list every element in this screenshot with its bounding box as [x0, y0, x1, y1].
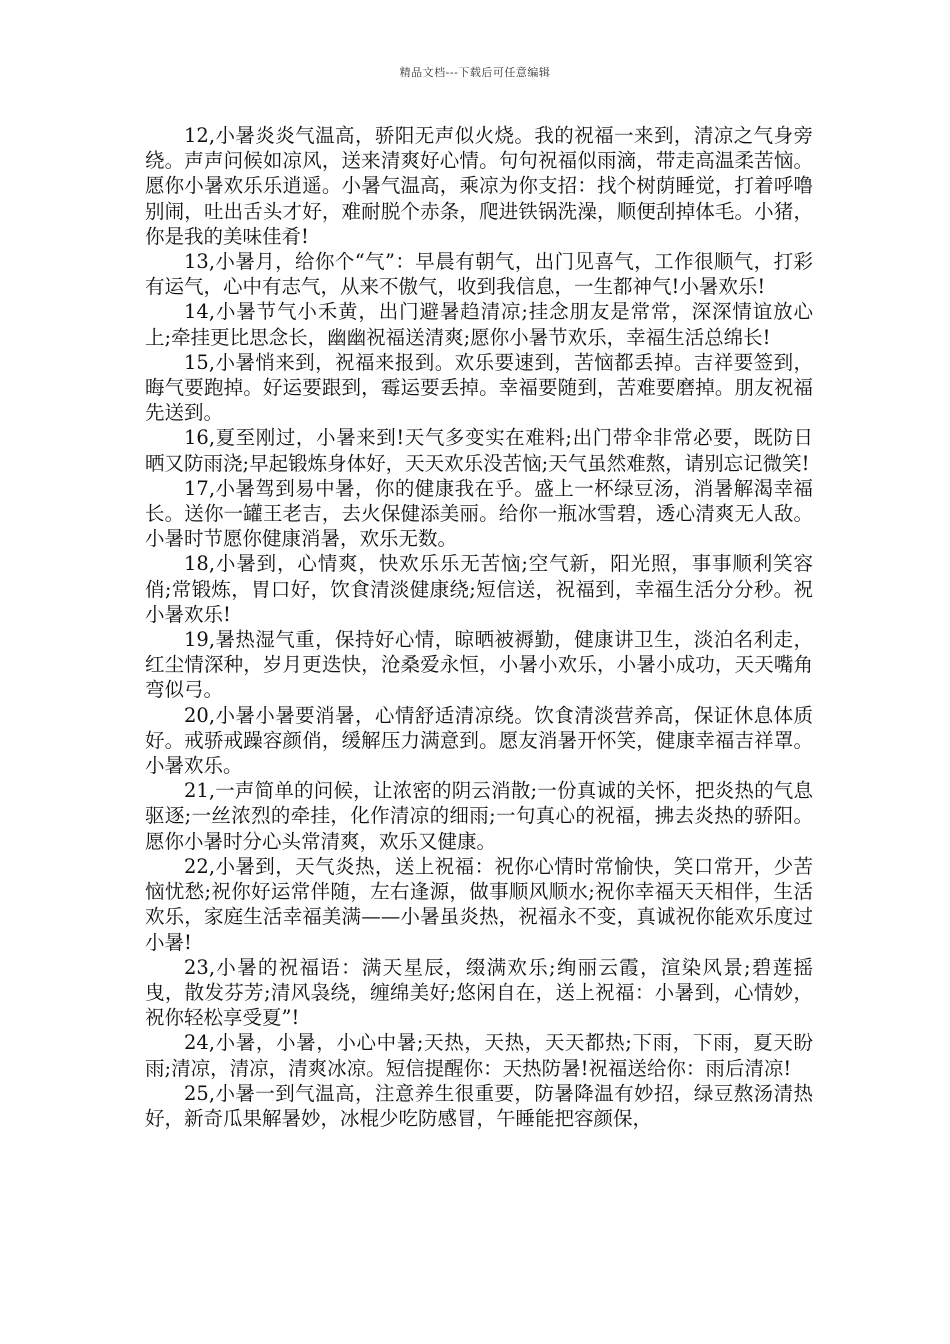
paragraph-16: 16,夏至刚过，小暑来到!天气多变实在难料;出门带伞非常必要，既防日晒又防雨浇;早起锻炼身体好，天天欢乐没苦恼;天气虽然难熬，请别忘记微笑!	[145, 426, 813, 475]
paragraph-23: 23,小暑的祝福语：满天星辰，缀满欢乐;绚丽云霞，渲染风景;碧莲摇曳，散发芬芳;清风袅绕，缠绵美好;悠闲自在，送上祝福：小暑到，心情妙，祝你轻松享受夏”!	[145, 955, 813, 1030]
paragraph-13: 13,小暑月，给你个“气”：早晨有朝气，出门见喜气，工作很顺气，打彩有运气，心中有志气，从来不傲气，收到我信息，一生都神气!小暑欢乐!	[145, 250, 813, 299]
paragraph-19: 19,暑热湿气重，保持好心情，晾晒被褥勤，健康讲卫生，淡泊名利走，红尘情深种，岁月更迭快，沧桑爱永恒，小暑小欢乐，小暑小成功，天天嘴角弯似弓。	[145, 628, 813, 702]
paragraph-18: 18,小暑到，心情爽，快欢乐乐无苦恼;空气新，阳光照，事事顺利笑容俏;常锻炼，胃口好，饮食清淡健康绕;短信送，祝福到，幸福生活分分秒。祝小暑欢乐!	[145, 552, 813, 626]
paragraph-15: 15,小暑悄来到，祝福来报到。欢乐要速到，苦恼都丢掉。吉祥要签到，晦气要跑掉。好运要跟到，霉运要丢掉。幸福要随到，苦难要磨掉。朋友祝福先送到。	[145, 350, 813, 425]
document-body	[145, 123, 813, 1131]
paragraph-22: 22,小暑到，天气炎热，送上祝福：祝你心情时常愉快，笑口常开，少苦恼忧愁;祝你好运常伴随，左右逢源，做事顺风顺水;祝你幸福天天相伴，生活欢乐，家庭生活幸福美满——小暑虽炎热，祝福永不变，真诚祝你能欢乐度过小暑!	[145, 854, 813, 954]
paragraph-17: 17,小暑驾到易中暑，你的健康我在乎。盛上一杯绿豆汤，消暑解渴幸福长。送你一罐王老吉，去火保健添美丽。给你一瓶冰雪碧，透心清爽无人敌。小暑时节愿你健康消暑，欢乐无数。	[145, 476, 813, 551]
paragraph-20: 20,小暑小暑要消暑，心情舒适清凉绕。饮食清淡营养高，保证休息体质好。戒骄戒躁容颜俏，缓解压力满意到。愿友消暑开怀笑，健康幸福吉祥罩。小暑欢乐。	[145, 703, 813, 778]
paragraph-24: 24,小暑，小暑，小心中暑;天热，天热，天天都热;下雨，下雨，夏天盼雨;清凉，清凉，清爽冰凉。短信提醒你：天热防暑!祝福送给你：雨后清凉!	[145, 1031, 813, 1080]
paragraph-14: 14,小暑节气小禾黄，出门避暑趋清凉;挂念朋友是常常，深深情谊放心上;牵挂更比思念长，幽幽祝福送清爽;愿你小暑节欢乐，幸福生活总绵长!	[145, 300, 813, 349]
page-header: 精品文档---下载后可任意编辑	[399, 66, 551, 79]
paragraph-25: 25,小暑一到气温高，注意养生很重要，防暑降温有妙招，绿豆熬汤清热好，新奇瓜果解暑妙，冰棍少吃防感冒，午睡能把容颜保，	[145, 1081, 813, 1130]
paragraph-21: 21,一声简单的问候，让浓密的阴云消散;一份真诚的关怀，把炎热的气息驱逐;一丝浓烈的牵挂，化作清凉的细雨;一句真心的祝福，拂去炎热的骄阳。愿你小暑时分心头常清爽，欢乐又健康。	[145, 779, 813, 853]
paragraph-12: 12,小暑炎炎气温高，骄阳无声似火烧。我的祝福一来到，清凉之气身旁绕。声声问候如凉风，送来清爽好心情。句句祝福似雨滴，带走高温柔苦恼。愿你小暑欢乐乐逍遥。小暑气温高，乘凉为你支招：找个树荫睡觉，打着呼噜别闹，吐出舌头才好，难耐脱个赤条，爬进铁锅洗澡，顺便刮掉体毛。小猪，你是我的美味佳肴!	[145, 124, 813, 248]
